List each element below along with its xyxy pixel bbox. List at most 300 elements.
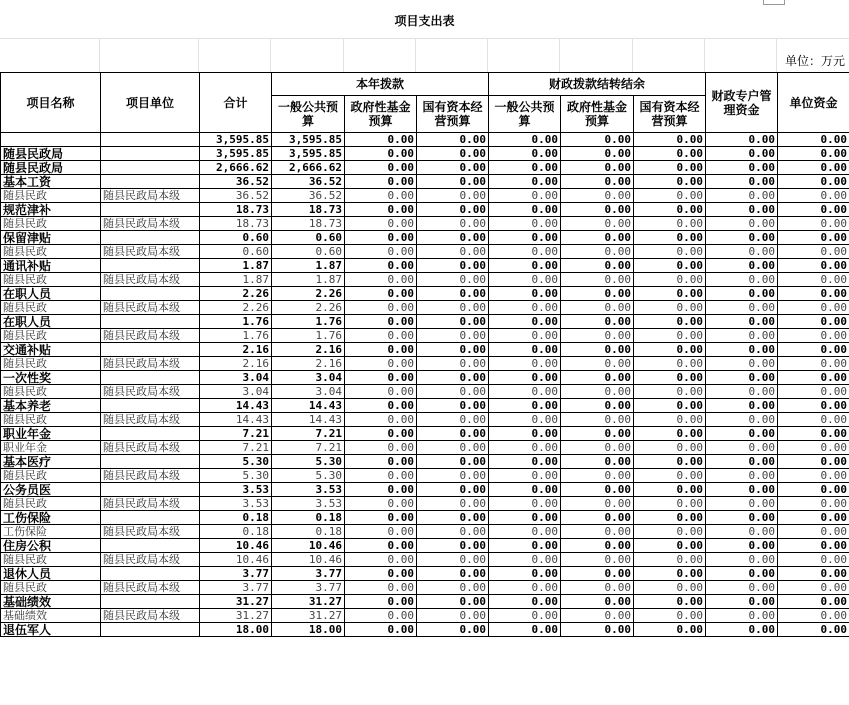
cell-amount: 0.60 [200,245,272,259]
cell-amount: 36.52 [272,189,345,203]
cell-amount: 0.00 [706,385,778,399]
cell-amount: 0.00 [345,511,417,525]
cell-project-name [1,133,101,147]
cell-amount: 0.00 [489,455,561,469]
cell-project-unit [101,595,200,609]
cell-amount: 0.00 [417,133,489,147]
cell-amount: 0.00 [417,273,489,287]
cell-amount: 0.00 [706,357,778,371]
table-row[interactable] [1,623,849,637]
cell-amount: 0.00 [561,553,634,567]
header-carryover-state-capital-budget: 国有资本经营预算 [634,96,706,133]
cell-amount: 0.00 [561,175,634,189]
cell-amount: 0.00 [634,511,706,525]
cell-amount: 0.00 [634,329,706,343]
cell-amount: 0.00 [706,623,778,637]
cell-amount: 3,595.85 [272,133,345,147]
cell-amount: 0.00 [706,525,778,539]
cell-amount: 0.00 [778,609,849,623]
cell-amount: 0.00 [489,343,561,357]
cell-amount: 0.00 [345,441,417,455]
cell-project-unit: 随县民政局本级 [101,217,200,231]
cell-amount: 0.00 [634,175,706,189]
table-row[interactable] [1,189,849,203]
cell-amount: 3.53 [200,483,272,497]
cell-amount: 1.87 [200,273,272,287]
cell-project-name: 基本工资 [1,175,101,189]
cell-amount: 0.00 [489,189,561,203]
cell-amount: 3.53 [200,497,272,511]
cell-amount: 0.00 [417,483,489,497]
cell-amount: 0.00 [417,595,489,609]
cell-amount: 18.73 [200,217,272,231]
cell-amount: 0.00 [634,301,706,315]
cell-amount: 31.27 [272,595,345,609]
cell-amount: 0.00 [561,455,634,469]
cell-amount: 0.00 [489,203,561,217]
cell-project-name: 随县民政 [1,189,101,203]
header-project-name: 项目名称 [1,73,101,133]
cell-amount: 0.00 [561,189,634,203]
cell-amount: 0.00 [417,441,489,455]
cell-project-unit: 随县民政局本级 [101,189,200,203]
cell-project-unit: 随县民政局本级 [101,245,200,259]
cell-amount: 0.00 [778,329,849,343]
cell-amount: 3.77 [200,567,272,581]
cell-project-name: 随县民政 [1,581,101,595]
cell-amount: 0.00 [489,483,561,497]
cell-amount: 0.00 [489,231,561,245]
cell-amount: 0.00 [634,553,706,567]
cell-amount: 0.00 [345,483,417,497]
cell-amount: 1.76 [200,329,272,343]
cell-amount: 0.00 [417,581,489,595]
table-row[interactable] [1,609,849,623]
cell-amount: 0.00 [634,469,706,483]
cell-amount: 0.00 [634,441,706,455]
cell-project-name: 随县民政 [1,413,101,427]
cell-amount: 3.77 [272,567,345,581]
cell-amount: 18.00 [272,623,345,637]
cell-project-name: 退伍军人 [1,623,101,637]
cell-amount: 0.00 [345,301,417,315]
table-header [1,73,849,133]
table-row[interactable] [1,287,849,301]
cell-amount: 0.00 [706,469,778,483]
cell-amount: 0.00 [345,609,417,623]
cell-amount: 14.43 [200,399,272,413]
cell-amount: 0.00 [417,147,489,161]
cell-amount: 0.00 [778,511,849,525]
cell-amount: 0.00 [561,609,634,623]
cell-project-name: 基础绩效 [1,609,101,623]
cell-amount: 0.00 [706,301,778,315]
cell-amount: 0.00 [417,609,489,623]
cell-amount: 0.00 [561,427,634,441]
cell-project-unit [101,147,200,161]
cell-amount: 0.00 [561,343,634,357]
cell-amount: 0.00 [417,315,489,329]
cell-amount: 0.00 [417,399,489,413]
cell-amount: 0.00 [489,525,561,539]
cell-amount: 0.00 [778,189,849,203]
cell-project-name: 交通补贴 [1,343,101,357]
cell-amount: 0.00 [417,469,489,483]
cell-amount: 1.76 [200,315,272,329]
cell-amount: 0.00 [706,343,778,357]
cell-amount: 0.00 [345,623,417,637]
cell-amount: 1.76 [272,315,345,329]
cell-amount: 36.52 [272,175,345,189]
cell-amount: 0.00 [489,539,561,553]
cell-amount: 0.00 [778,315,849,329]
table-row[interactable] [1,455,849,469]
table-row[interactable] [1,413,849,427]
cell-amount: 0.00 [634,203,706,217]
table-row[interactable] [1,567,849,581]
cell-amount: 0.00 [634,497,706,511]
cell-amount: 0.00 [345,371,417,385]
cell-project-unit [101,399,200,413]
cell-amount: 3.53 [272,483,345,497]
table-row[interactable] [1,315,849,329]
cell-project-unit: 随县民政局本级 [101,301,200,315]
cell-amount: 5.30 [200,455,272,469]
cell-amount: 0.00 [417,567,489,581]
cell-amount: 0.00 [561,147,634,161]
table-row[interactable] [1,133,849,147]
cell-amount: 0.00 [489,595,561,609]
cell-amount: 0.60 [200,231,272,245]
table-row[interactable] [1,469,849,483]
cell-amount: 0.00 [561,357,634,371]
cell-project-name: 在职人员 [1,315,101,329]
cell-amount: 0.00 [489,609,561,623]
cell-amount: 0.00 [778,133,849,147]
cell-amount: 0.00 [561,259,634,273]
cell-project-name: 在职人员 [1,287,101,301]
cell-amount: 0.00 [706,455,778,469]
cell-amount: 0.00 [345,497,417,511]
unit-label: 单位：万元 [784,54,845,68]
table-row[interactable] [1,581,849,595]
table-row[interactable] [1,525,849,539]
cell-amount: 0.00 [417,301,489,315]
window-corner-control [763,0,785,5]
cell-amount: 3.04 [272,385,345,399]
cell-project-name: 退休人员 [1,567,101,581]
cell-amount: 0.00 [778,525,849,539]
cell-amount: 0.00 [489,133,561,147]
cell-amount: 0.00 [706,245,778,259]
cell-amount: 0.00 [561,273,634,287]
cell-amount: 0.00 [778,623,849,637]
table-row[interactable] [1,329,849,343]
cell-amount: 0.00 [489,497,561,511]
cell-amount: 0.00 [417,413,489,427]
cell-amount: 0.00 [345,385,417,399]
cell-project-name: 随县民政 [1,329,101,343]
cell-amount: 0.00 [634,231,706,245]
cell-amount: 0.00 [489,399,561,413]
cell-amount: 0.00 [706,273,778,287]
table-row[interactable] [1,273,849,287]
cell-amount: 0.00 [417,175,489,189]
cell-project-unit: 随县民政局本级 [101,273,200,287]
cell-project-unit [101,203,200,217]
cell-project-name: 工伤保险 [1,525,101,539]
cell-amount: 0.00 [778,441,849,455]
cell-project-unit [101,371,200,385]
cell-amount: 0.00 [706,553,778,567]
header-unit-funds: 单位资金 [778,73,849,133]
table-row[interactable] [1,343,849,357]
cell-amount: 0.00 [345,315,417,329]
cell-amount: 3.04 [200,371,272,385]
cell-amount: 0.00 [345,567,417,581]
table-row[interactable] [1,161,849,175]
cell-amount: 0.00 [417,553,489,567]
cell-amount: 0.00 [561,483,634,497]
cell-amount: 0.00 [561,161,634,175]
cell-amount: 5.30 [272,455,345,469]
cell-project-name: 随县民政 [1,497,101,511]
cell-project-unit [101,511,200,525]
cell-project-unit: 随县民政局本级 [101,385,200,399]
cell-amount: 0.00 [417,371,489,385]
cell-project-unit: 随县民政局本级 [101,609,200,623]
table-row[interactable] [1,259,849,273]
cell-amount: 0.00 [345,329,417,343]
cell-amount: 0.00 [417,427,489,441]
cell-amount: 0.18 [272,525,345,539]
cell-amount: 3,595.85 [200,147,272,161]
table-row[interactable] [1,385,849,399]
cell-amount: 0.00 [489,553,561,567]
cell-amount: 2.16 [272,343,345,357]
header-project-unit: 项目单位 [101,73,200,133]
cell-amount: 0.00 [706,203,778,217]
cell-amount: 0.00 [489,273,561,287]
cell-amount: 0.00 [706,511,778,525]
cell-amount: 0.00 [634,189,706,203]
cell-amount: 0.00 [417,259,489,273]
cell-amount: 0.00 [706,399,778,413]
cell-amount: 0.00 [561,539,634,553]
cell-amount: 0.00 [345,273,417,287]
cell-project-unit: 随县民政局本级 [101,357,200,371]
header-carryover-balance: 财政拨款结转结余 [489,73,706,96]
cell-amount: 0.00 [561,385,634,399]
cell-amount: 0.00 [706,371,778,385]
table-row[interactable] [1,175,849,189]
cell-amount: 0.00 [417,497,489,511]
cell-amount: 0.00 [634,371,706,385]
cell-amount: 36.52 [200,175,272,189]
cell-amount: 0.00 [345,427,417,441]
header-special-account-funds: 财政专户管理资金 [706,73,778,133]
cell-amount: 0.00 [489,441,561,455]
cell-amount: 0.00 [561,217,634,231]
cell-amount: 0.00 [634,133,706,147]
cell-amount: 7.21 [200,441,272,455]
cell-amount: 0.00 [345,161,417,175]
cell-amount: 0.00 [561,567,634,581]
table-row[interactable] [1,203,849,217]
cell-amount: 0.00 [417,329,489,343]
table-row[interactable] [1,231,849,245]
cell-amount: 0.00 [489,245,561,259]
cell-amount: 0.00 [489,581,561,595]
cell-amount: 0.00 [778,385,849,399]
cell-amount: 0.00 [778,287,849,301]
cell-amount: 0.00 [706,483,778,497]
cell-amount: 0.00 [634,161,706,175]
table-row[interactable] [1,539,849,553]
cell-amount: 0.00 [489,329,561,343]
header-general-public-budget: 一般公共预算 [272,96,345,133]
cell-amount: 0.00 [345,595,417,609]
table-row[interactable] [1,553,849,567]
cell-amount: 0.00 [345,581,417,595]
table-row[interactable] [1,497,849,511]
cell-amount: 2.26 [272,287,345,301]
cell-project-unit [101,427,200,441]
cell-amount: 0.00 [778,581,849,595]
cell-project-name: 一次性奖 [1,371,101,385]
table-row[interactable] [1,441,849,455]
table-row[interactable] [1,245,849,259]
cell-amount: 0.00 [706,315,778,329]
cell-amount: 31.27 [200,609,272,623]
cell-amount: 0.00 [489,427,561,441]
cell-project-name: 随县民政局 [1,161,101,175]
table-row[interactable] [1,147,849,161]
cell-project-name: 基本医疗 [1,455,101,469]
cell-amount: 0.00 [706,231,778,245]
cell-amount: 0.00 [706,161,778,175]
cell-amount: 7.21 [272,427,345,441]
cell-amount: 2,666.62 [200,161,272,175]
cell-amount: 0.00 [417,455,489,469]
cell-amount: 0.00 [778,161,849,175]
cell-amount: 0.00 [634,567,706,581]
cell-amount: 0.00 [561,301,634,315]
table-row[interactable] [1,357,849,371]
cell-amount: 0.00 [489,287,561,301]
table-row[interactable] [1,595,849,609]
cell-amount: 0.00 [345,525,417,539]
table-row[interactable] [1,511,849,525]
table-row[interactable] [1,217,849,231]
cell-amount: 0.00 [634,273,706,287]
cell-amount: 2.16 [200,357,272,371]
cell-amount: 0.00 [345,189,417,203]
cell-amount: 0.00 [345,539,417,553]
cell-amount: 0.00 [778,399,849,413]
cell-project-unit [101,161,200,175]
cell-amount: 0.00 [634,385,706,399]
cell-amount: 0.00 [778,259,849,273]
cell-amount: 0.00 [634,343,706,357]
cell-amount: 0.00 [706,189,778,203]
cell-amount: 31.27 [272,609,345,623]
cell-amount: 0.00 [561,245,634,259]
header-government-fund-budget: 政府性基金预算 [345,96,417,133]
cell-amount: 2,666.62 [272,161,345,175]
table-row[interactable] [1,427,849,441]
cell-amount: 18.73 [272,203,345,217]
cell-amount: 0.00 [345,357,417,371]
cell-amount: 0.00 [706,217,778,231]
cell-amount: 0.00 [634,623,706,637]
cell-amount: 5.30 [200,469,272,483]
cell-amount: 0.00 [345,399,417,413]
cell-amount: 0.00 [561,413,634,427]
cell-amount: 0.00 [778,203,849,217]
cell-amount: 18.73 [272,217,345,231]
cell-amount: 0.00 [417,623,489,637]
cell-amount: 0.00 [561,203,634,217]
table-row[interactable] [1,301,849,315]
cell-amount: 0.00 [489,385,561,399]
cell-amount: 10.46 [200,539,272,553]
cell-amount: 0.00 [706,175,778,189]
cell-amount: 0.00 [489,469,561,483]
cell-amount: 0.00 [778,231,849,245]
cell-project-name: 职业年金 [1,441,101,455]
cell-amount: 0.00 [634,595,706,609]
cell-project-name: 随县民政局 [1,147,101,161]
cell-amount: 0.00 [417,203,489,217]
cell-amount: 0.00 [489,623,561,637]
cell-amount: 0.00 [561,441,634,455]
cell-project-unit [101,231,200,245]
cell-amount: 2.16 [272,357,345,371]
cell-amount: 0.00 [489,413,561,427]
cell-amount: 0.00 [345,553,417,567]
cell-project-unit: 随县民政局本级 [101,581,200,595]
cell-project-name: 基础绩效 [1,595,101,609]
cell-amount: 0.18 [200,525,272,539]
table-row[interactable] [1,399,849,413]
cell-amount: 0.00 [706,259,778,273]
cell-amount: 0.00 [778,553,849,567]
cell-amount: 0.00 [706,581,778,595]
cell-amount: 0.00 [489,175,561,189]
cell-amount: 0.00 [489,147,561,161]
cell-project-unit [101,455,200,469]
cell-amount: 0.00 [706,595,778,609]
cell-amount: 3.77 [200,581,272,595]
cell-amount: 0.00 [634,217,706,231]
header-total: 合计 [200,73,272,133]
cell-amount: 0.00 [634,357,706,371]
cell-project-unit [101,133,200,147]
cell-amount: 0.00 [561,581,634,595]
cell-amount: 0.00 [345,231,417,245]
table-row[interactable] [1,483,849,497]
cell-amount: 0.00 [778,147,849,161]
cell-amount: 14.43 [200,413,272,427]
cell-amount: 0.00 [778,217,849,231]
cell-amount: 0.00 [345,203,417,217]
cell-project-unit [101,343,200,357]
cell-amount: 0.00 [778,273,849,287]
cell-amount: 0.00 [489,301,561,315]
cell-amount: 0.00 [634,413,706,427]
table-row[interactable] [1,371,849,385]
